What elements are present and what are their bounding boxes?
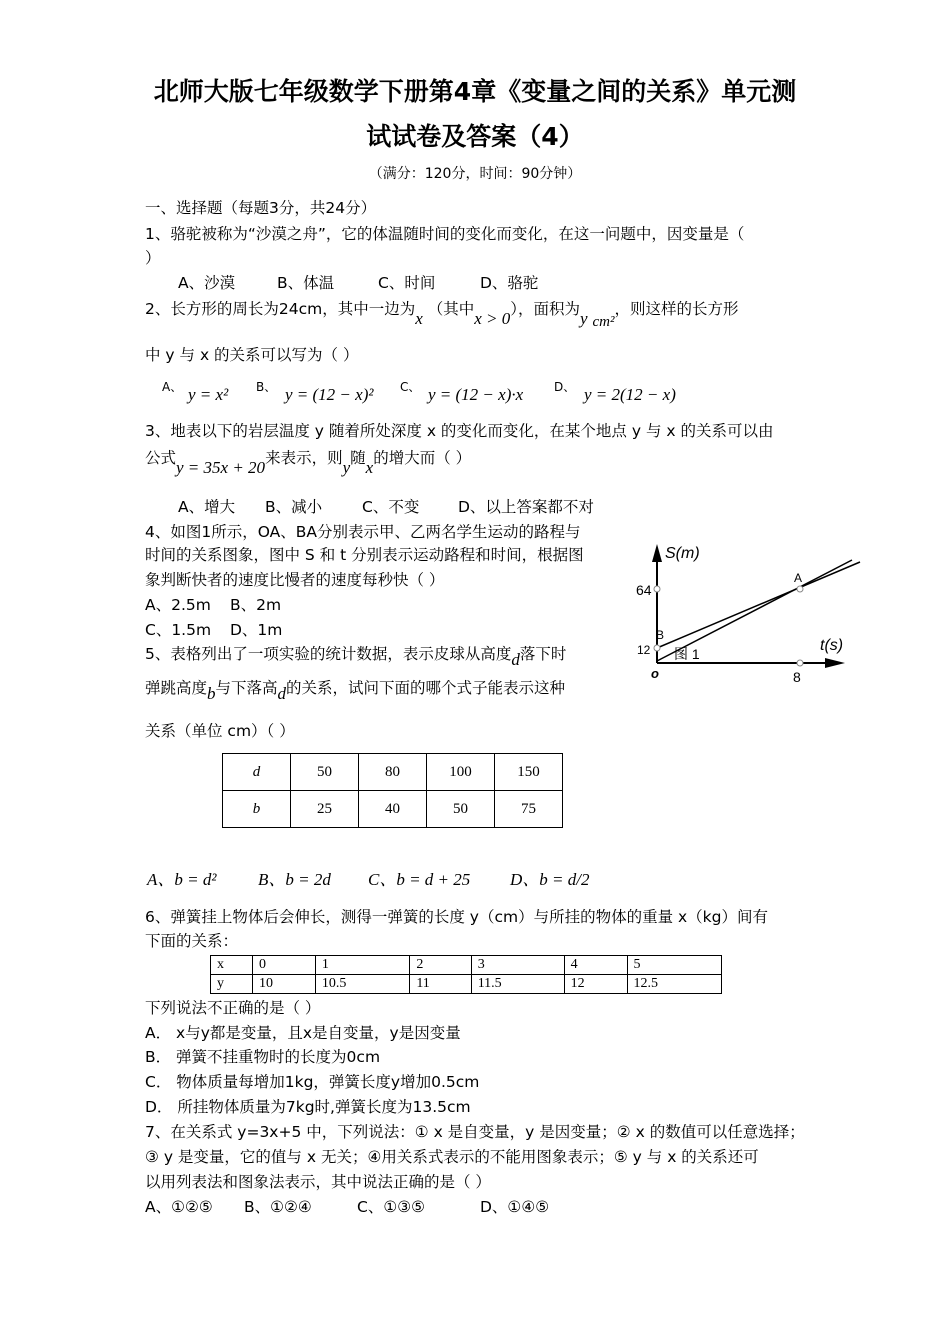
table-cell: 10.5 (315, 975, 409, 994)
q4-option-b: B、2m (230, 596, 282, 614)
y-tick-64: 64 (636, 582, 652, 598)
line-ba (657, 562, 860, 648)
q6-line-2: 下面的关系： (145, 932, 239, 950)
tick-64-point (654, 586, 660, 592)
q7-option-c: C、①③⑤ (357, 1198, 426, 1216)
table-cell: d (223, 754, 291, 791)
table-row (211, 956, 722, 975)
q3-option-b: B、减小 (265, 498, 323, 516)
table-cell: 40 (359, 791, 427, 828)
q2-line-1 (145, 299, 739, 330)
x-tick-8: 8 (793, 669, 801, 685)
table-row (223, 791, 563, 828)
origin-label: o (651, 666, 659, 681)
q3-text-b: 来表示，则 (265, 449, 343, 467)
q5-option-d: D、b = d/2 (510, 870, 590, 889)
q2-option-b-label: B、 (256, 380, 277, 394)
q7-line-2: ③ y 是变量，它的值与 x 无关；④用关系式表示的不能用图象表示；⑤ y 与 x 的关系还可 (145, 1148, 759, 1166)
q2-option-d-label: D、 (554, 380, 576, 394)
table-cell: 100 (427, 754, 495, 791)
q1-text-2: ） (145, 249, 161, 267)
figure-caption: 图 1 (674, 646, 700, 662)
table-cell: 2 (410, 956, 471, 975)
q5-d2: d (277, 684, 287, 703)
table-cell: 1 (315, 956, 409, 975)
q5-line-2 (145, 678, 566, 703)
q1-option-a: A、沙漠 (178, 274, 236, 292)
y-tick-12: 12 (637, 643, 651, 657)
q3-line-2 (145, 448, 472, 477)
subtitle: （满分：120分，时间：90分钟） (368, 166, 582, 182)
table-cell: 0 (252, 956, 315, 975)
q3-option-a: A、增大 (178, 498, 236, 516)
q2-text-d: ，则这样的长方形 (614, 300, 739, 318)
table-cell: 12.5 (627, 975, 721, 994)
q5-d: d (511, 650, 520, 669)
point-b (654, 645, 660, 651)
q5-text-e: 的关系，试问下面的哪个式子能表示这种 (286, 679, 566, 697)
q3-formula: y = 35x + 20 (176, 458, 266, 477)
table-cell: 80 (359, 754, 427, 791)
q5-text-b: 落下时 (519, 645, 567, 663)
table-cell: b (223, 791, 291, 828)
title-line-2: 试试卷及答案（4） (366, 122, 584, 151)
table-cell: 150 (495, 754, 563, 791)
q2-text-b: （其中 (427, 300, 475, 318)
q3-text-c: 随 (350, 449, 366, 467)
q3-line-1: 3、地表以下的岩层温度 y 随着所处深度 x 的变化而变化，在某个地点 y 与 x 的关系可以由 (145, 422, 774, 440)
table-cell: 5 (627, 956, 721, 975)
q3-option-d: D、以上答案都不对 (458, 498, 594, 516)
q2-y: y (580, 309, 588, 328)
table-cell: 10 (252, 975, 315, 994)
table-row (223, 754, 563, 791)
table-cell: 50 (427, 791, 495, 828)
q5-option-c: C、b = d + 25 (368, 870, 471, 889)
q6-prompt: 下列说法不正确的是（ ） (145, 999, 321, 1017)
q5-text-d: 与下落高 (215, 679, 278, 697)
q4-option-d: D、1m (230, 621, 283, 639)
q5-option-b: B、b = 2d (258, 870, 331, 889)
q2-text-a: 2、长方形的周长为24cm，其中一边为 (145, 300, 416, 318)
q2-option-a-label: A、 (162, 380, 183, 394)
q2-cond: x > 0 (474, 309, 511, 328)
table-cell: 4 (564, 956, 627, 975)
q5-line-3: 关系（单位 cm）（ ） (145, 722, 295, 740)
q3-option-c: C、不变 (362, 498, 420, 516)
section-heading: 一、选择题（每题3分，共24分） (145, 199, 377, 217)
q2-option-d-expr: y = 2(12 − x) (584, 385, 676, 404)
q4-option-a: A、2.5m (145, 596, 211, 614)
q3-y: y (342, 458, 351, 477)
y-axis-arrow-icon (652, 544, 662, 562)
q2-x: x (415, 309, 423, 328)
table-cell: 50 (291, 754, 359, 791)
q7-option-d: D、①④⑤ (480, 1198, 550, 1216)
q1-option-b: B、体温 (277, 274, 335, 292)
q7-line-1: 7、在关系式 y=3x+5 中，下列说法：① x 是自变量，y 是因变量；② x 的数值可以任意选择； (145, 1123, 805, 1141)
q6-table (210, 955, 722, 994)
q2-line-2: 中 y 与 x 的关系可以写为（ ） (145, 346, 359, 364)
table-cell: y (211, 975, 253, 994)
table-cell: 25 (291, 791, 359, 828)
table-cell: 11.5 (471, 975, 564, 994)
q2-option-a-expr: y = x² (188, 385, 229, 404)
q3-text-d: 的增大而（ ） (373, 449, 472, 467)
q5-line-1 (145, 644, 567, 669)
q2-text-c: ），面积为 (510, 300, 581, 318)
q3-text-a: 公式 (145, 449, 177, 467)
q2-option-c-label: C、 (400, 380, 421, 394)
x-axis-label: t(s) (820, 637, 844, 654)
q1-option-d: D、骆驼 (480, 274, 539, 292)
q3-x: x (365, 458, 374, 477)
title-line-1: 北师大版七年级数学下册第4章《变量之间的关系》单元测 (153, 77, 797, 106)
tick-8-point (797, 660, 803, 666)
q6-line-1: 6、弹簧挂上物体后会伸长，测得一弹簧的长度 y（cm）与所挂的物体的重量 x（kg）间有 (145, 908, 768, 926)
q1-text: 1、骆驼被称为“沙漠之舟”，它的体温随时间的变化而变化，在这一问题中，因变量是（ (145, 225, 745, 243)
figure-1-graph (630, 520, 870, 690)
q1-option-c: C、时间 (378, 274, 436, 292)
q6-option-b: B． 弹簧不挂重物时的长度为0cm (145, 1048, 381, 1066)
q5-text-c: 弹跳高度 (145, 679, 208, 697)
q4-line-3: 象判断快者的速度比慢者的速度每秒快（ ） (145, 571, 445, 589)
q5-b: b (207, 684, 216, 703)
q6-option-c: C． 物体质量每增加1kg，弹簧长度y增加0.5cm (145, 1073, 480, 1091)
q7-line-3: 以用列表法和图象法表示，其中说法正确的是（ ） (145, 1173, 491, 1191)
q4-line-1: 4、如图1所示，OA、BA分别表示甲、乙两名学生运动的路程与 (145, 523, 581, 541)
table-cell: 3 (471, 956, 564, 975)
table-cell: 12 (564, 975, 627, 994)
q4-option-c: C、1.5m (145, 621, 212, 639)
table-cell: x (211, 956, 253, 975)
q5-option-a: A、b = d² (147, 870, 217, 889)
q7-option-b: B、①②④ (244, 1198, 312, 1216)
q5-text-a: 5、表格列出了一项实验的统计数据，表示皮球从高度 (145, 645, 512, 663)
q2-option-c-expr: y = (12 − x)·x (428, 385, 524, 404)
q6-option-a: A． x与y都是变量，且x是自变量，y是因变量 (145, 1024, 461, 1042)
point-a-label: A (794, 571, 803, 585)
q4-line-2: 时间的关系图象，图中 S 和 t 分别表示运动路程和时间，根据图 (145, 546, 584, 564)
x-axis-arrow-icon (825, 658, 845, 668)
q2-option-b-expr: y = (12 − x)² (285, 385, 374, 404)
table-cell: 75 (495, 791, 563, 828)
q7-option-a: A、①②⑤ (145, 1198, 213, 1216)
point-b-label: B (656, 628, 665, 642)
q6-option-d: D． 所挂物体质量为7kg时,弹簧长度为13.5cm (145, 1098, 471, 1116)
y-axis-label: S(m) (665, 545, 700, 562)
q5-table (222, 753, 563, 828)
table-row (211, 975, 722, 994)
table-cell: 11 (410, 975, 471, 994)
point-a (797, 586, 803, 592)
q2-unit: cm² (592, 314, 615, 330)
